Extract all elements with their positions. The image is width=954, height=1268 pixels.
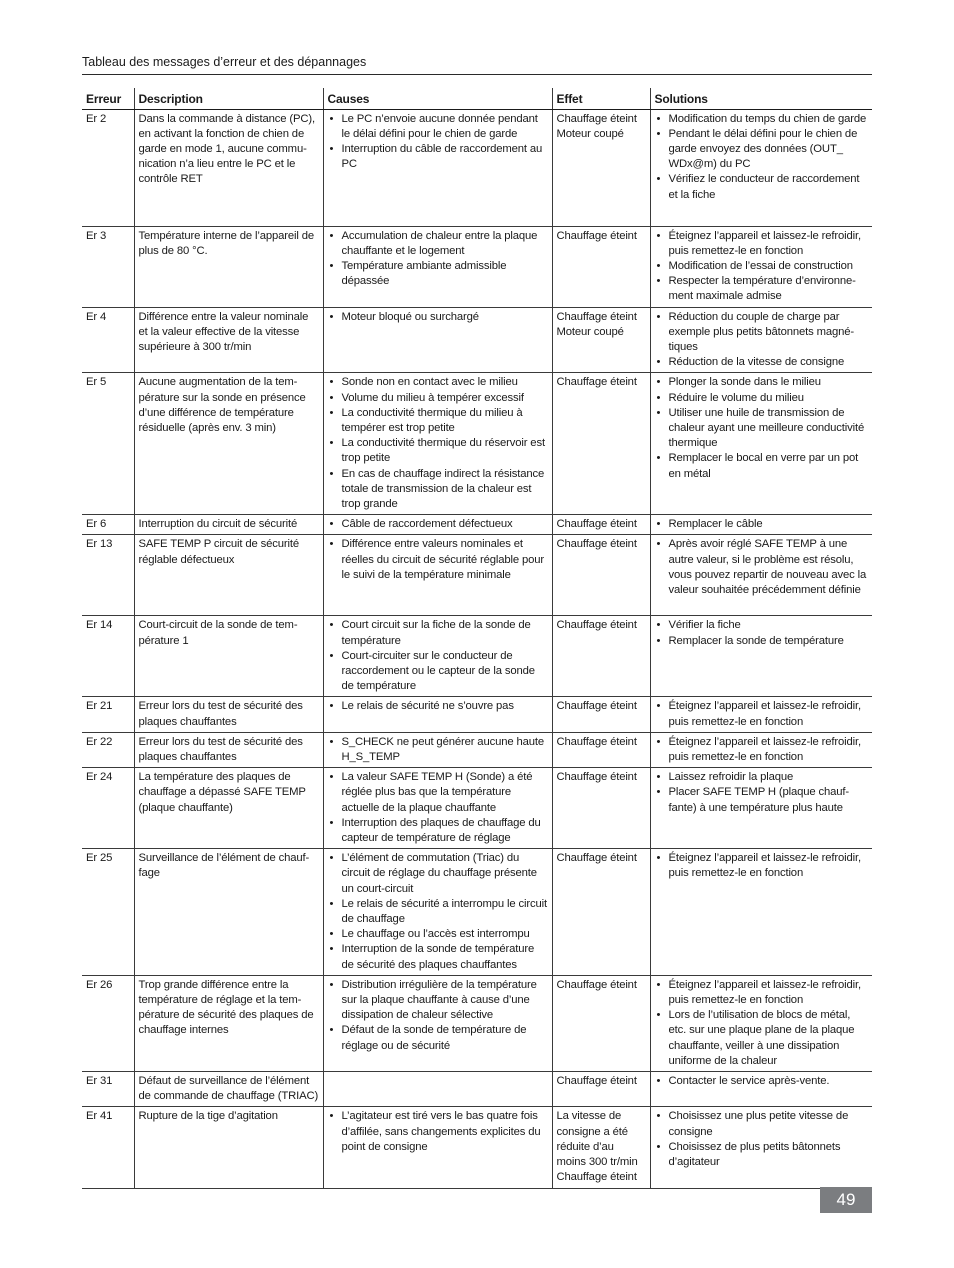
error-code: Er 31 <box>82 1072 134 1107</box>
error-effect: Chauffage éteint <box>552 616 650 697</box>
list-item: • Éteignez l’appareil et laissez-le refroidir, puis remettez-le en fonction <box>655 851 869 881</box>
table-row <box>82 109 872 226</box>
list-item: • Contacter le service après-vente. <box>655 1074 869 1089</box>
error-code: Er 26 <box>82 975 134 1071</box>
page-title: Tableau des messages d’erreur et des dépannages <box>82 55 367 69</box>
error-causes-list <box>328 735 548 765</box>
error-solutions-list <box>655 375 869 481</box>
list-item: • Court-circuiter sur le conducteur de raccordement ou le capteur de la sonde de température <box>328 649 548 695</box>
list-item: • Pendant le délai défini pour le chien de garde envoyez des données (OUT_ WDx@m) du PC <box>655 127 869 173</box>
error-description: Température interne de l’appareil de plus de 80 °C. <box>134 226 323 307</box>
list-item: • Le relais de sécurité ne s’ouvre pas <box>328 699 548 714</box>
error-solutions <box>650 535 872 616</box>
error-solutions-list <box>655 770 869 816</box>
error-causes <box>323 697 552 732</box>
error-solutions-list <box>655 735 869 765</box>
error-causes-list <box>328 618 548 694</box>
error-solutions-list <box>655 1074 869 1089</box>
list-item: • Vérifiez le conducteur de raccordement et la fiche <box>655 172 869 202</box>
list-item: • Distribution irrégulière de la température sur la plaque chauffante à cause d’une dissipation de chaleur sélective <box>328 978 548 1024</box>
table-row <box>82 975 872 1071</box>
list-item: • Modification de l’essai de construction <box>655 259 869 274</box>
error-description: Rupture de la tige d’agitation <box>134 1107 323 1189</box>
error-solutions <box>650 732 872 767</box>
list-item: • Éteignez l’appareil et laissez-le refroidir, puis remettez-le en fonction <box>655 978 869 1008</box>
column-header-causes: Causes <box>323 88 552 109</box>
list-item: • Remplacer la sonde de température <box>655 634 869 649</box>
error-code: Er 4 <box>82 307 134 373</box>
error-causes-list <box>328 1109 548 1155</box>
table-row <box>82 515 872 535</box>
list-item: • Accumulation de chaleur entre la plaque chauffante et le logement <box>328 229 548 259</box>
list-item: • Différence entre valeurs nominales et réelles du circuit de sécurité réglable pour le suivi de la température minimale <box>328 537 548 583</box>
table-row <box>82 616 872 697</box>
list-item: • Réduction du couple de charge par exemple plus petits bâtonnets magnétiques <box>655 310 869 356</box>
list-item: • Laissez refroidir la plaque <box>655 770 869 785</box>
error-code: Er 13 <box>82 535 134 616</box>
list-item: • Défaut de la sonde de température de réglage ou de sécurité <box>328 1023 548 1053</box>
table-row <box>82 307 872 373</box>
error-causes <box>323 226 552 307</box>
error-description: Différence entre la valeur nominale et la valeur effective de la vitesse supérieure à 300 tr/min <box>134 307 323 373</box>
list-item: • Sonde non en contact avec le milieu <box>328 375 548 390</box>
list-item: • L’élément de commutation (Triac) du circuit de réglage du chauffage présente un court-circuit <box>328 851 548 897</box>
table-row <box>82 732 872 767</box>
list-item: • Câble de raccordement défectueux <box>328 517 548 532</box>
error-code: Er 24 <box>82 768 134 849</box>
list-item: • Volume du milieu à tempérer excessif <box>328 391 548 406</box>
error-causes <box>323 768 552 849</box>
list-item: • Après avoir réglé SAFE TEMP à une autre valeur, si le problème est résolu, vous pouvez repartir de nouveau avec la valeur souhaitée précédemment définie <box>655 537 869 598</box>
table-row <box>82 697 872 732</box>
error-solutions <box>650 1107 872 1189</box>
list-item: • Modification du temps du chien de garde <box>655 112 869 127</box>
error-causes <box>323 616 552 697</box>
error-solutions <box>650 307 872 373</box>
error-solutions-list <box>655 1109 869 1170</box>
error-solutions <box>650 515 872 535</box>
error-effect: La vitesse de consigne a été réduite d’au moins 300 tr/min Chauffage éteint <box>552 1107 650 1189</box>
error-effect: Chauffage éteint <box>552 1072 650 1107</box>
column-header-erreur: Erreur <box>82 88 134 109</box>
list-item: • Vérifier la fiche <box>655 618 869 633</box>
list-item: • Éteignez l’appareil et laissez-le refroidir, puis remettez-le en fonction <box>655 699 869 729</box>
error-solutions <box>650 373 872 515</box>
error-code: Er 6 <box>82 515 134 535</box>
list-item: • Placer SAFE TEMP H (plaque chauffante) à une température plus haute <box>655 785 869 815</box>
list-item: • Plonger la sonde dans le milieu <box>655 375 869 390</box>
error-causes <box>323 1072 552 1107</box>
error-effect: Chauffage éteint <box>552 226 650 307</box>
error-description: Court-circuit de la sonde de température 1 <box>134 616 323 697</box>
list-item: • Interruption de la sonde de température de sécurité des plaques chauffantes <box>328 942 548 972</box>
error-causes-list <box>328 112 548 173</box>
error-code: Er 21 <box>82 697 134 732</box>
error-causes-list <box>328 699 548 714</box>
error-description: SAFE TEMP P circuit de sécurité réglable défectueux <box>134 535 323 616</box>
error-solutions <box>650 226 872 307</box>
error-code: Er 3 <box>82 226 134 307</box>
error-causes <box>323 732 552 767</box>
error-solutions-list <box>655 517 869 532</box>
list-item: • Utiliser une huile de transmission de chaleur ayant une meilleure conductivité thermique <box>655 406 869 452</box>
error-solutions <box>650 1072 872 1107</box>
page-header <box>82 54 872 75</box>
error-description: Interruption du circuit de sécurité <box>134 515 323 535</box>
error-description: La température des plaques de chauffage a dépassé SAFE TEMP (plaque chauffante) <box>134 768 323 849</box>
table-body <box>82 109 872 1189</box>
error-causes-list <box>328 537 548 583</box>
error-solutions-list <box>655 229 869 305</box>
error-effect: Chauffage éteint <box>552 515 650 535</box>
error-causes <box>323 975 552 1071</box>
error-causes-list <box>328 310 548 325</box>
table-row <box>82 373 872 515</box>
column-header-solutions: Solutions <box>650 88 872 109</box>
error-solutions-list <box>655 699 869 729</box>
error-causes-list <box>328 978 548 1054</box>
error-code: Er 25 <box>82 849 134 976</box>
error-solutions <box>650 849 872 976</box>
error-description: Aucune augmentation de la température sur la sonde en présence d’une différence de température résiduelle (après env. 3 min) <box>134 373 323 515</box>
error-causes <box>323 109 552 226</box>
error-effect: Chauffage éteint <box>552 849 650 976</box>
error-solutions <box>650 697 872 732</box>
error-description: Erreur lors du test de sécurité des plaques chauffantes <box>134 697 323 732</box>
error-causes-list <box>328 375 548 512</box>
error-solutions <box>650 768 872 849</box>
error-description: Dans la commande à distance (PC), en activant la fonction de chien de garde en mode 1, aucune communication n’a lieu entre le PC et le contrôle RET <box>134 109 323 226</box>
list-item: • Moteur bloqué ou surchargé <box>328 310 548 325</box>
error-solutions <box>650 109 872 226</box>
list-item: • S_CHECK ne peut générer aucune haute H_S_TEMP <box>328 735 548 765</box>
list-item: • En cas de chauffage indirect la résistance totale de transmission de la chaleur est trop grande <box>328 467 548 513</box>
error-solutions <box>650 616 872 697</box>
error-causes-list <box>328 517 548 532</box>
list-item: • Remplacer le câble <box>655 517 869 532</box>
error-solutions <box>650 975 872 1071</box>
table-header-row <box>82 88 872 109</box>
error-solutions-list <box>655 537 869 598</box>
error-code: Er 22 <box>82 732 134 767</box>
table-row <box>82 768 872 849</box>
error-code: Er 2 <box>82 109 134 226</box>
error-description: Trop grande différence entre la température de réglage et la température de sécurité des plaques de chauffage internes <box>134 975 323 1071</box>
list-item: • Réduire le volume du milieu <box>655 391 869 406</box>
list-item: • La valeur SAFE TEMP H (Sonde) a été réglée plus bas que la température actuelle de la plaque chauffante <box>328 770 548 816</box>
list-item: • Réduction de la vitesse de consigne <box>655 355 869 370</box>
list-item: • Lors de l’utilisation de blocs de métal, etc. sur une plaque plane de la plaque chauffante, veiller à une dissipation uniforme de la chaleur <box>655 1008 869 1069</box>
list-item: • L’agitateur est tiré vers le bas quatre fois d’affilée, sans changements explicites du point de consigne <box>328 1109 548 1155</box>
list-item: • Éteignez l’appareil et laissez-le refroidir, puis remettez-le en fonction <box>655 229 869 259</box>
table-row <box>82 535 872 616</box>
error-description: Surveillance de l’élément de chauffage <box>134 849 323 976</box>
error-effect: Chauffage éteint Moteur coupé <box>552 109 650 226</box>
error-code: Er 14 <box>82 616 134 697</box>
list-item: • La conductivité thermique du milieu à tempérer est trop petite <box>328 406 548 436</box>
error-causes <box>323 849 552 976</box>
list-item: • Choisissez de plus petits bâtonnets d’agitateur <box>655 1140 869 1170</box>
error-causes <box>323 535 552 616</box>
list-item: • La conductivité thermique du réservoir est trop petite <box>328 436 548 466</box>
error-code: Er 5 <box>82 373 134 515</box>
error-causes-list <box>328 229 548 290</box>
error-causes <box>323 1107 552 1189</box>
list-item: • Interruption du câble de raccordement au PC <box>328 142 548 172</box>
error-causes-list <box>328 770 548 846</box>
error-causes <box>323 373 552 515</box>
column-header-effet: Effet <box>552 88 650 109</box>
table-row <box>82 1107 872 1189</box>
list-item: • Éteignez l’appareil et laissez-le refroidir, puis remettez-le en fonction <box>655 735 869 765</box>
error-code: Er 41 <box>82 1107 134 1189</box>
error-causes-list <box>328 851 548 973</box>
page-number: 49 <box>820 1187 872 1213</box>
error-effect: Chauffage éteint <box>552 975 650 1071</box>
table-row <box>82 226 872 307</box>
error-solutions-list <box>655 851 869 881</box>
list-item: • Court circuit sur la fiche de la sonde de température <box>328 618 548 648</box>
table-row <box>82 849 872 976</box>
error-effect: Chauffage éteint <box>552 535 650 616</box>
error-effect: Chauffage éteint Moteur coupé <box>552 307 650 373</box>
error-solutions-list <box>655 978 869 1069</box>
error-causes <box>323 515 552 535</box>
list-item: • Remplacer le bocal en verre par un pot en métal <box>655 451 869 481</box>
error-description: Défaut de surveillance de l’élément de commande de chauffage (TRIAC) <box>134 1072 323 1107</box>
error-causes <box>323 307 552 373</box>
error-solutions-list <box>655 618 869 648</box>
list-item: • Respecter la température d’environnement maximale admise <box>655 274 869 304</box>
list-item: • Interruption des plaques de chauffage du capteur de température de réglage <box>328 816 548 846</box>
list-item: • Le relais de sécurité a interrompu le circuit de chauffage <box>328 897 548 927</box>
error-effect: Chauffage éteint <box>552 732 650 767</box>
error-solutions-list <box>655 310 869 371</box>
error-effect: Chauffage éteint <box>552 768 650 849</box>
column-header-description: Description <box>134 88 323 109</box>
error-effect: Chauffage éteint <box>552 697 650 732</box>
list-item: • Température ambiante admissible dépassée <box>328 259 548 289</box>
error-table <box>82 88 872 1189</box>
error-description: Erreur lors du test de sécurité des plaques chauffantes <box>134 732 323 767</box>
table-row <box>82 1072 872 1107</box>
list-item: • Le chauffage ou l’accès est interrompu <box>328 927 548 942</box>
list-item: • Choisissez une plus petite vitesse de consigne <box>655 1109 869 1139</box>
error-solutions-list <box>655 112 869 203</box>
list-item: • Le PC n’envoie aucune donnée pendant le délai défini pour le chien de garde <box>328 112 548 142</box>
error-effect: Chauffage éteint <box>552 373 650 515</box>
